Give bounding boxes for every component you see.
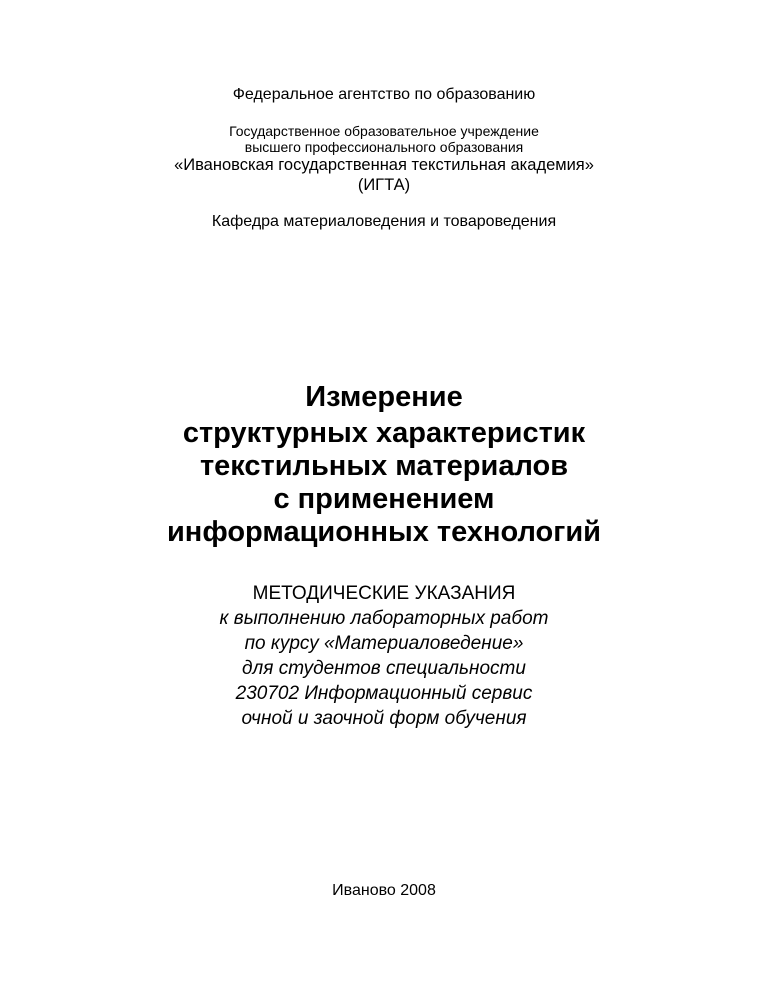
title-line-2: структурных характеристик <box>182 417 586 449</box>
city-year: Иваново 2008 <box>332 882 436 899</box>
title-line-5: информационных технологий <box>166 516 601 548</box>
purpose-line-2: по курсу «Материаловедение» <box>244 633 524 654</box>
institution-type-line1: Государственное образовательное учреждение <box>229 123 539 139</box>
institution-type-line2: высшего профессионального образования <box>244 139 524 155</box>
purpose-line-5: очной и заочной форм обучения <box>241 708 527 729</box>
purpose-line-1: к выполнению лабораторных работ <box>219 608 549 629</box>
purpose-line-3: для студентов специальности <box>242 658 526 679</box>
agency-name: Федеральное агентство по образованию <box>232 86 536 103</box>
purpose-line-4: 230702 Информационный сервис <box>235 683 533 704</box>
title-line-1: Измерение <box>305 381 463 413</box>
title-line-4: с применением <box>273 483 495 515</box>
institution-name: «Ивановская государственная текстильная академия» <box>174 156 594 174</box>
document-type: МЕТОДИЧЕСКИЕ УКАЗАНИЯ <box>252 583 516 604</box>
institution-abbr: (ИГТА) <box>357 176 411 194</box>
title-line-3: текстильных материалов <box>199 450 569 482</box>
department-name: Кафедра материаловедения и товароведения <box>211 213 557 230</box>
